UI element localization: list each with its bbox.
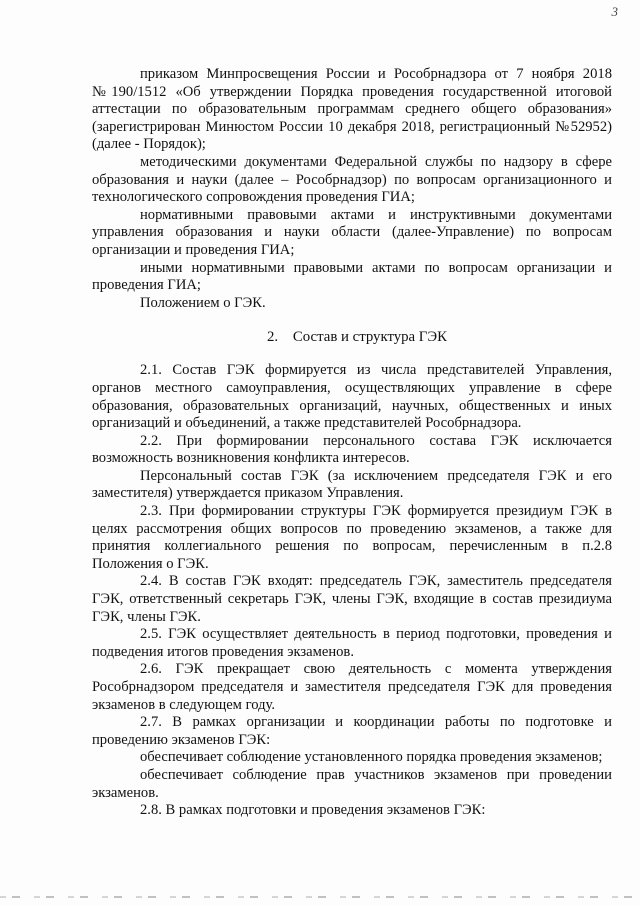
- paragraph-2-8: 2.8. В рамках подготовки и проведения экзаменов ГЭК:: [140, 802, 486, 819]
- paragraph-personal-composition: Персональный состав ГЭК (за исключением председателя ГЭК и его заместителя) утверждается приказом Управления.: [92, 467, 612, 502]
- paragraph-2-5: 2.5. ГЭК осуществляет деятельность в период подготовки, проведения и подведения итогов проведения экзаменов.: [92, 626, 612, 660]
- paragraph-2-7: 2.7. В рамках организации и координации работы по подготовке и проведению экзаменов ГЭК:: [92, 714, 612, 748]
- paragraph-order-reference: приказом Минпросвещения России и Рособрнадзора от 7 ноября 2018 №190/1512 «Об утверждении Порядка проведения государственной итоговой аттестации по образовательным программам среднего общего образования» (зарегистрирован Минюстом России 10 декабря 2018, регистрационный №52952) (далее - Порядок);: [92, 66, 612, 153]
- paragraph-methodical-documents: методическими документами Федеральной службы по надзору в сфере образования и науки (далее – Рособрнадзор) по вопросам организационного и технологического сопровождения проведения ГИА;: [92, 153, 612, 206]
- paragraph-2-4: 2.4. В состав ГЭК входят: председатель ГЭК, заместитель председателя ГЭК, ответственный секретарь ГЭК, члены ГЭК, входящие в состав президиума ГЭК, члены ГЭК.: [92, 573, 612, 625]
- section-heading: 2. Состав и структура ГЭК: [267, 329, 447, 346]
- paragraph-2-7-item-1: обеспечивает соблюдение установленного порядка проведения экзаменов;: [140, 749, 603, 766]
- paragraph-2-6: 2.6. ГЭК прекращает свою деятельность с момента утверждения Рособрнадзором председателя и заместителя председателя ГЭК для проведения экзаменов в следующем году.: [92, 661, 612, 713]
- document-body: [92, 66, 612, 820]
- paragraph-2-2: 2.2. При формировании персонального состава ГЭК исключается возможность возникновения конфликта интересов.: [92, 432, 612, 467]
- paragraph-other-acts: иными нормативными правовыми актами по вопросам организации и проведения ГИА;: [92, 259, 612, 294]
- paragraph-2-3: 2.3. При формировании структуры ГЭК формируется президиум ГЭК в целях рассмотрения общих вопросов по проведению экзаменов, а также для принятия коллегиального решения по вопросам, перечисленным в п.2.8 Положения о ГЭК.: [92, 503, 612, 572]
- paragraph-2-1: 2.1. Состав ГЭК формируется из числа представителей Управления, органов местного самоуправления, осуществляющих управление в сфере образования, образовательных организаций, научных, общественных и иных организаций и объединений, а также представителей Рособрнадзора.: [92, 362, 612, 432]
- paragraph-2-7-item-2: обеспечивает соблюдение прав участников экзаменов при проведении экзаменов.: [92, 766, 612, 801]
- scan-artifact-line: [0, 896, 640, 898]
- page-number: 3: [611, 4, 618, 19]
- paragraph-normative-acts: нормативными правовыми актами и инструктивными документами управления образования и науки области (далее-Управление) по вопросам организации и проведения ГИА;: [92, 206, 612, 258]
- paragraph-regulation: Положением о ГЭК.: [140, 294, 266, 311]
